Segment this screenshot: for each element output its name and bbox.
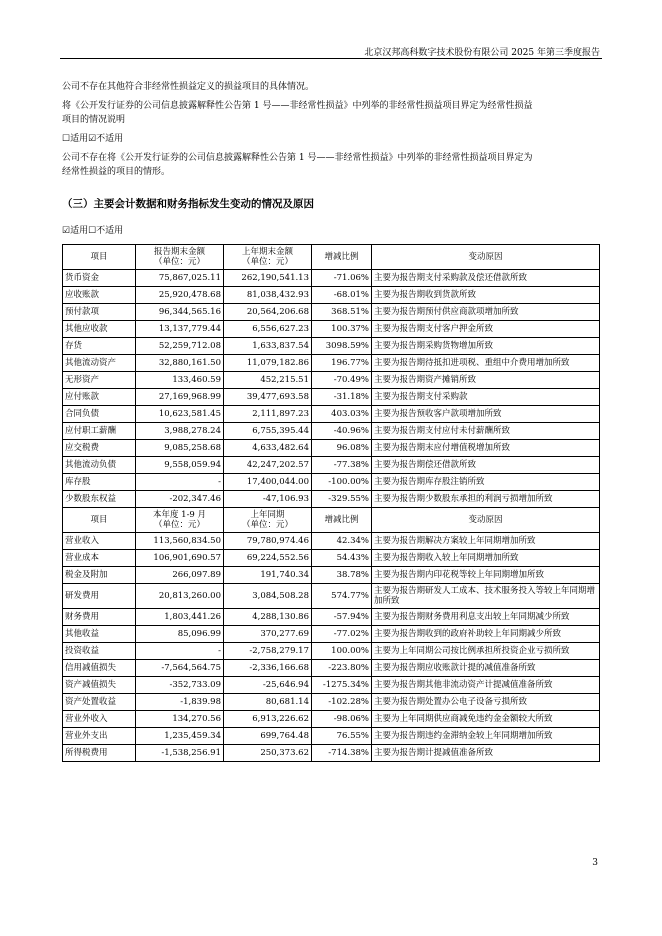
table-row bbox=[63, 321, 600, 338]
table-cell: 25,920,478.68 bbox=[136, 287, 224, 304]
table-cell: 主要为报告期资产摊销所致 bbox=[372, 372, 600, 389]
table-cell: 96,344,565.16 bbox=[136, 304, 224, 321]
applicability-note-2: ☑适用☐不适用 bbox=[62, 226, 124, 236]
table-cell: 主要为报告期应收账款计提的减值准备所致 bbox=[372, 660, 600, 677]
table-cell: 少数股东权益 bbox=[63, 491, 136, 508]
table-cell: 主要为报告期支付采购款 bbox=[372, 389, 600, 406]
table-cell: 39,477,693.58 bbox=[224, 389, 312, 406]
table-cell: 69,224,552.56 bbox=[224, 550, 312, 567]
table-cell: -40.96% bbox=[312, 423, 372, 440]
table-cell: 主要为报告期财务费用利息支出较上年同期减少所致 bbox=[372, 609, 600, 626]
paragraph-2-line-1: 将《公开发行证券的公司信息披露解释性公告第 1 号——非经常性损益》中列举的非经常性损益项目界定为经常性损益 bbox=[62, 101, 533, 111]
table-cell: 合同负债 bbox=[63, 406, 136, 423]
table-cell: 所得税费用 bbox=[63, 745, 136, 762]
table-cell: 368.51% bbox=[312, 304, 372, 321]
table-row bbox=[63, 423, 600, 440]
table-row bbox=[63, 584, 600, 609]
table-cell: 主要为报告期预付供应商款项增加所致 bbox=[372, 304, 600, 321]
table-row bbox=[63, 406, 600, 423]
table-row bbox=[63, 660, 600, 677]
table-cell: 32,880,161.50 bbox=[136, 355, 224, 372]
table-cell: 100.37% bbox=[312, 321, 372, 338]
table-cell: 85,096.99 bbox=[136, 626, 224, 643]
table-cell: 76.55% bbox=[312, 728, 372, 745]
table-cell: 主要为报告期少数股东承担的利润亏损增加所致 bbox=[372, 491, 600, 508]
table-cell: 250,373.62 bbox=[224, 745, 312, 762]
table-body bbox=[63, 245, 600, 762]
table-cell: 主要为报告期解决方案较上年同期增加所致 bbox=[372, 533, 600, 550]
table-cell: -714.38% bbox=[312, 745, 372, 762]
table-row bbox=[63, 440, 600, 457]
table-cell: 营业成本 bbox=[63, 550, 136, 567]
table-cell: 266,097.89 bbox=[136, 567, 224, 584]
table-cell: 资产处置收益 bbox=[63, 694, 136, 711]
paragraph-1: 公司不存在其他符合非经常性损益定义的损益项目的具体情况。 bbox=[62, 82, 315, 92]
table-cell: 主要为报告期处置办公电子设备亏损所致 bbox=[372, 694, 600, 711]
table-row bbox=[63, 270, 600, 287]
table-cell: 403.03% bbox=[312, 406, 372, 423]
table-cell: 应收账款 bbox=[63, 287, 136, 304]
table-row bbox=[63, 304, 600, 321]
table-cell: -25,646.94 bbox=[224, 677, 312, 694]
table-cell: 52,259,712.08 bbox=[136, 338, 224, 355]
table-cell: 主要为报告期收入较上年同期增加所致 bbox=[372, 550, 600, 567]
table-cell: 79,780,974.46 bbox=[224, 533, 312, 550]
table-cell: 应付职工薪酬 bbox=[63, 423, 136, 440]
table-cell: 1,803,441.26 bbox=[136, 609, 224, 626]
table-cell: -71.06% bbox=[312, 270, 372, 287]
table-cell: -57.94% bbox=[312, 609, 372, 626]
table-cell: -100.00% bbox=[312, 474, 372, 491]
table-cell: 应付账款 bbox=[63, 389, 136, 406]
table-cell: -98.06% bbox=[312, 711, 372, 728]
header-cell: 上年期末金额 （单位：元） bbox=[224, 245, 312, 270]
table-cell: 财务费用 bbox=[63, 609, 136, 626]
table-cell: 主要为报告期偿还借款所致 bbox=[372, 457, 600, 474]
table-cell: -352,733.09 bbox=[136, 677, 224, 694]
table-cell: 预付款项 bbox=[63, 304, 136, 321]
table-cell: 4,288,130.86 bbox=[224, 609, 312, 626]
table-cell: 134,270.56 bbox=[136, 711, 224, 728]
table-cell: 无形资产 bbox=[63, 372, 136, 389]
table-cell: 191,740.34 bbox=[224, 567, 312, 584]
table-row bbox=[63, 372, 600, 389]
table-header-row bbox=[63, 508, 600, 533]
table-cell: 资产减值损失 bbox=[63, 677, 136, 694]
table-cell: 1,235,459.34 bbox=[136, 728, 224, 745]
table-cell: -77.02% bbox=[312, 626, 372, 643]
page-number: 3 bbox=[592, 858, 598, 868]
table-cell: 投资收益 bbox=[63, 643, 136, 660]
table-cell: 主要为报告期待抵扣进项税、重组中介费用增加所致 bbox=[372, 355, 600, 372]
table-row bbox=[63, 609, 600, 626]
table-cell: -1,839.98 bbox=[136, 694, 224, 711]
table-row bbox=[63, 643, 600, 660]
table-cell: 主要为报告期其他非流动资产计提减值准备所致 bbox=[372, 677, 600, 694]
table-cell: 100.00% bbox=[312, 643, 372, 660]
table-cell: 42,247,202.57 bbox=[224, 457, 312, 474]
table-cell: -68.01% bbox=[312, 287, 372, 304]
table-cell: 11,079,182.86 bbox=[224, 355, 312, 372]
table-cell: 其他流动资产 bbox=[63, 355, 136, 372]
table-cell: 主要为报告期内印花税等较上年同期增加所致 bbox=[372, 567, 600, 584]
table-cell: 4,633,482.64 bbox=[224, 440, 312, 457]
report-title: 北京汉邦高科数字技术股份有限公司 2025 年第三季度报告 bbox=[364, 48, 600, 58]
table-row bbox=[63, 474, 600, 491]
table-cell: 其他流动负债 bbox=[63, 457, 136, 474]
table-row bbox=[63, 457, 600, 474]
table-cell: 6,556,627.23 bbox=[224, 321, 312, 338]
table-cell: 81,038,432.93 bbox=[224, 287, 312, 304]
table-cell: - bbox=[136, 474, 224, 491]
table-cell: 106,901,690.57 bbox=[136, 550, 224, 567]
table-cell: -2,336,166.68 bbox=[224, 660, 312, 677]
header-divider bbox=[60, 58, 602, 59]
table-cell: 54.43% bbox=[312, 550, 372, 567]
table-cell: 27,169,968.99 bbox=[136, 389, 224, 406]
table-row bbox=[63, 338, 600, 355]
table-cell: 营业外收入 bbox=[63, 711, 136, 728]
table-cell: 262,190,541.13 bbox=[224, 270, 312, 287]
table-row bbox=[63, 355, 600, 372]
header-cell: 变动原因 bbox=[372, 245, 600, 270]
table-row bbox=[63, 711, 600, 728]
table-cell: -1275.34% bbox=[312, 677, 372, 694]
table-cell: 42.34% bbox=[312, 533, 372, 550]
table-cell: 税金及附加 bbox=[63, 567, 136, 584]
header-cell: 变动原因 bbox=[372, 508, 600, 533]
table-cell: 主要为上年同期供应商减免违约金金额较大所致 bbox=[372, 711, 600, 728]
table-cell: 10,623,581.45 bbox=[136, 406, 224, 423]
table-cell: 75,867,025.11 bbox=[136, 270, 224, 287]
table-cell: 存货 bbox=[63, 338, 136, 355]
table-cell: 17,400,044.00 bbox=[224, 474, 312, 491]
table-cell: 主要为报告期收到的政府补助较上年同期减少所致 bbox=[372, 626, 600, 643]
table-cell: 主要为报告期采购货物增加所致 bbox=[372, 338, 600, 355]
header-cell: 增减比例 bbox=[312, 245, 372, 270]
table-row bbox=[63, 626, 600, 643]
table-cell: 20,564,206.68 bbox=[224, 304, 312, 321]
table-cell: -47,106.93 bbox=[224, 491, 312, 508]
table-cell: 主要为报告期支付应付未付薪酬所致 bbox=[372, 423, 600, 440]
table-row bbox=[63, 677, 600, 694]
table-cell: 133,460.59 bbox=[136, 372, 224, 389]
table-cell: 196.77% bbox=[312, 355, 372, 372]
table-row bbox=[63, 533, 600, 550]
table-cell: 699,764.48 bbox=[224, 728, 312, 745]
table-header-row bbox=[63, 245, 600, 270]
table-cell: -31.18% bbox=[312, 389, 372, 406]
table-cell: 营业收入 bbox=[63, 533, 136, 550]
table-cell: -70.49% bbox=[312, 372, 372, 389]
table-cell: - bbox=[136, 643, 224, 660]
section-title: （三）主要会计数据和财务指标发生变动的情况及原因 bbox=[62, 198, 314, 210]
header-cell: 上年同期 （单位：元） bbox=[224, 508, 312, 533]
table-cell: 80,681.14 bbox=[224, 694, 312, 711]
table-cell: -1,538,256.91 bbox=[136, 745, 224, 762]
table-cell: -102.28% bbox=[312, 694, 372, 711]
header-cell: 报告期末金额 （单位：元） bbox=[136, 245, 224, 270]
table-cell: 货币资金 bbox=[63, 270, 136, 287]
table-cell: 主要为报告期支付客户押金所致 bbox=[372, 321, 600, 338]
table-cell: 信用减值损失 bbox=[63, 660, 136, 677]
header-cell: 本年度 1-9 月 （单位：元） bbox=[136, 508, 224, 533]
table-cell: 主要为报告期库存股注销所致 bbox=[372, 474, 600, 491]
table-row bbox=[63, 287, 600, 304]
table-row bbox=[63, 567, 600, 584]
table-cell: 96.08% bbox=[312, 440, 372, 457]
table-cell: -2,758,279.17 bbox=[224, 643, 312, 660]
table-cell: -202,347.46 bbox=[136, 491, 224, 508]
table-cell: 应交税费 bbox=[63, 440, 136, 457]
table-cell: 库存股 bbox=[63, 474, 136, 491]
table-cell: 6,755,395.44 bbox=[224, 423, 312, 440]
table-row bbox=[63, 389, 600, 406]
table-cell: 2,111,897.23 bbox=[224, 406, 312, 423]
table-cell: 主要为报告期支付采购款及偿还借款所致 bbox=[372, 270, 600, 287]
table-cell: 370,277.69 bbox=[224, 626, 312, 643]
table-cell: 1,633,837.54 bbox=[224, 338, 312, 355]
paragraph-4-line-2: 经常性损益的项目的情形。 bbox=[62, 167, 171, 177]
table-cell: 主要为报告期计提减值准备所致 bbox=[372, 745, 600, 762]
table-cell: 主要为上年同期公司按比例承担所投资企业亏损所致 bbox=[372, 643, 600, 660]
table-cell: -329.55% bbox=[312, 491, 372, 508]
table-cell: 452,215.51 bbox=[224, 372, 312, 389]
table-row bbox=[63, 745, 600, 762]
header-cell: 增减比例 bbox=[312, 508, 372, 533]
table-cell: 38.78% bbox=[312, 567, 372, 584]
header-cell: 项目 bbox=[63, 508, 136, 533]
table-cell: 6,913,226.62 bbox=[224, 711, 312, 728]
table-cell: -7,564,564.75 bbox=[136, 660, 224, 677]
table-row bbox=[63, 728, 600, 745]
financial-changes-table bbox=[62, 244, 600, 762]
table-cell: 主要为报告期违约金滞纳金较上年同期增加所致 bbox=[372, 728, 600, 745]
table-cell: 20,813,260.00 bbox=[136, 584, 224, 609]
table-cell: 9,085,258.68 bbox=[136, 440, 224, 457]
table-cell: 113,560,834.50 bbox=[136, 533, 224, 550]
table-cell: -223.80% bbox=[312, 660, 372, 677]
table-cell: 3098.59% bbox=[312, 338, 372, 355]
table-cell: 其他应收款 bbox=[63, 321, 136, 338]
header-cell: 项目 bbox=[63, 245, 136, 270]
paragraph-2-line-2: 项目的情况说明 bbox=[62, 115, 126, 125]
table-cell: -77.38% bbox=[312, 457, 372, 474]
applicability-note-1: ☐适用☑不适用 bbox=[62, 134, 124, 144]
table-cell: 13,137,779.44 bbox=[136, 321, 224, 338]
table-row bbox=[63, 491, 600, 508]
table-row bbox=[63, 550, 600, 567]
table-cell: 主要为报告期研发人工成本、技术服务投入等较上年同期增加所致 bbox=[372, 584, 600, 609]
table-cell: 主要为报告期收到货款所致 bbox=[372, 287, 600, 304]
table-cell: 其他收益 bbox=[63, 626, 136, 643]
table-cell: 营业外支出 bbox=[63, 728, 136, 745]
table-cell: 研发费用 bbox=[63, 584, 136, 609]
table-cell: 主要为报告期末应付增值税增加所致 bbox=[372, 440, 600, 457]
table-cell: 3,084,508.28 bbox=[224, 584, 312, 609]
table-cell: 3,988,278.24 bbox=[136, 423, 224, 440]
table-cell: 9,558,059.94 bbox=[136, 457, 224, 474]
table-cell: 574.77% bbox=[312, 584, 372, 609]
table-row bbox=[63, 694, 600, 711]
paragraph-4-line-1: 公司不存在将《公开发行证券的公司信息披露解释性公告第 1 号——非经常性损益》中列举的非经常性损益项目界定为 bbox=[62, 153, 533, 163]
table-cell: 主要为报告预收客户款项增加所致 bbox=[372, 406, 600, 423]
